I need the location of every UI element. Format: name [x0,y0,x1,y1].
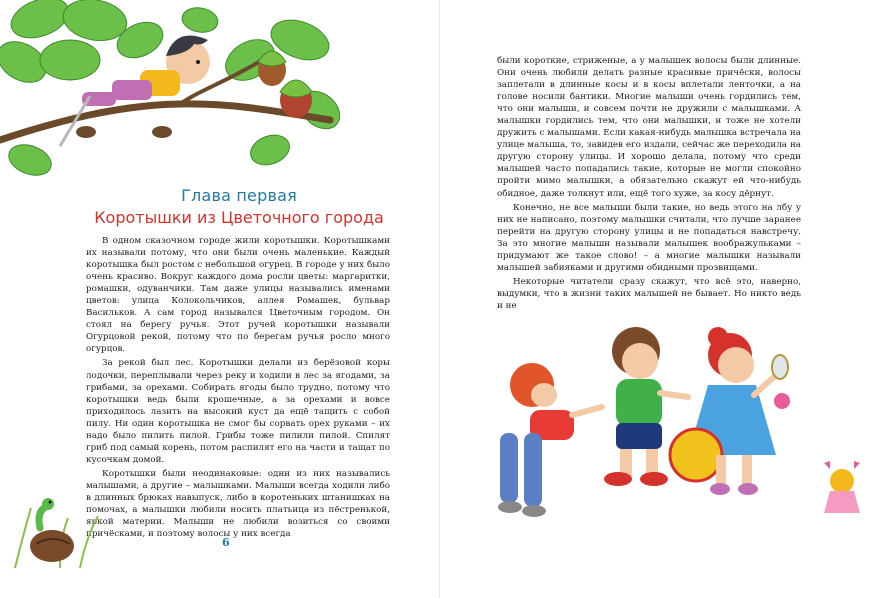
children-illustration [490,315,870,520]
paragraph: В одном сказочном городе жили коротышки. Коротышками их называли потому, что они были очень маленькие. Каждый коротышка был ростом с небольшой огурец. В городе у них было очень красиво. Вокруг каждого дома росли цветы: маргаритки, ромашки, одуванчики. Там даже улицы назывались именами цветов: улица Колокольчиков, аллея Ромашек, бульвар Васильков. А сам город назывался Цветочным городом. Он стоял на берегу ручья. Этот ручей коротышки называли Огурцовой рекой, потому что по берегам ручья росло много огурцов. [86,236,390,355]
paragraph: За рекой был лес. Коротышки делали из берёзовой коры лодочки, переплывали через реку и ходили в лес за ягодами, за грибами, за орехами. Собирать ягоды было трудно, потому что коротышки ведь были крошечные, а за орехами и вовсе приходилось лазить на высокий куст да ещё тащить с собой пилу. Ни один коротышка не смог бы сорвать орех руками – их надо было пилить пилой. Грибы тоже пилили пилой. Спилят гриб под самый корень, потом распилят его на части и тащат по кусочкам домой. [86,358,390,465]
right-page-text [497,55,801,314]
paragraph: были короткие, стриженые, а у малышек волосы были длинные. Они очень любили делать разные красивые причёски, волосы заплетали в длинные косы и в косы вплетали ленточки, а на голове носили бантики. Многие малыши очень гордились тем, что они малыши, и совсем почти не дружили с малышками. А малышки гордились тем, что они малышки, и тоже не хотели дружить с малышами. Если какая-нибудь малышка встречала на улице малыша, то, завидев его издали, сейчас же переходила на другую сторону улицы. И хорошо делала, потому что среди малышей часто попадались такие, которые не могли спокойно пройти мимо малышки, а обязательно скажут ей что-нибудь обидное, даже толкнут или, ещё того хуже, за косу дёрнут. [497,56,801,199]
chapter-label: Глава первая [181,186,297,205]
chapter-title: Коротышки из Цветочного города [94,208,384,227]
boy-on-branch-illustration [0,0,340,190]
left-page-text [86,235,390,542]
paragraph: Некоторые читатели сразу скажут, что всё это, наверно, выдумки, что в жизни таких малышей не бывает. Но никто ведь и не [497,276,801,311]
page-number: 6 [222,536,230,549]
paragraph: Конечно, не все малыши были такие, но ведь этого на лбу у них не написано, поэтому малышки считали, что лучше заранее перейти на другую сторону улицы и не попадаться навстречу. За это многие малыши называли малышек воображульками – придумают же такое слово! – а многие малышки называли малышей забияками и другими обидными прозвищами. [497,202,801,273]
right-page [440,0,880,598]
paragraph: Коротышки были неодинаковые: одни из них назывались малышами, а другие – малышками. Малыши всегда ходили либо в длинных брюках навыпуск, либо в коротеньких штанишках на помочах, а малышки любили носить платьица из пёстренькой, яркой материи. Малыши не любили возиться со своими причёсками, и поэтому волосы у них всегда [86,468,390,540]
caterpillar-on-nut-illustration [10,478,110,570]
